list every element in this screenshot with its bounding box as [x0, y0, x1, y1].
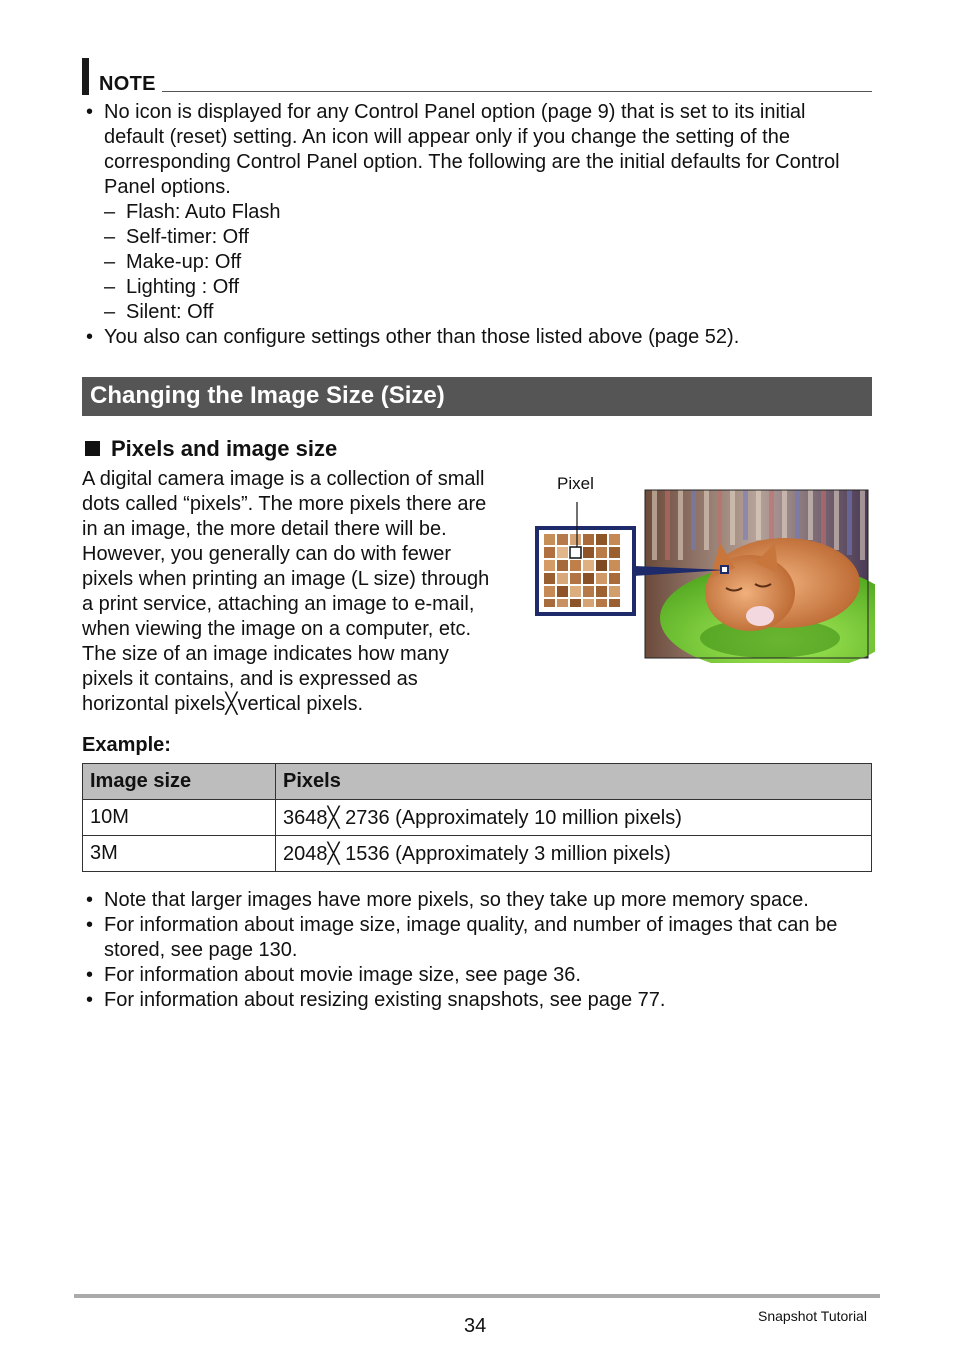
bullet-icon: • [86, 889, 94, 911]
footer-section-label: Snapshot Tutorial [758, 1308, 867, 1324]
paragraph-line: The size of an image indicates how many [82, 643, 449, 665]
section-title: Changing the Image Size (Size) [90, 382, 445, 409]
note-text-line: stored, see page 130. [104, 939, 298, 961]
example-label: Example: [82, 734, 171, 756]
paragraph-line: dots called “pixels”. The more pixels there are [82, 493, 487, 515]
default-item: Flash: Auto Flash [126, 201, 281, 223]
note-text-line: For information about image size, image quality, and number of images that can be [104, 914, 838, 936]
table-cell: 2048╳ 1536 (Approximately 3 million pixels) [276, 836, 872, 872]
dash-icon: – [104, 226, 116, 248]
table-cell: 3M [83, 836, 276, 872]
bullet-icon: • [86, 326, 94, 348]
note-text-line: You also can configure settings other than those listed above (page 52). [104, 326, 740, 348]
square-bullet-icon [85, 441, 100, 456]
default-item: Silent: Off [126, 301, 214, 323]
dash-icon: – [104, 251, 116, 273]
note-divider [162, 91, 872, 92]
paragraph-line: pixels it contains, and is expressed as [82, 668, 418, 690]
dash-icon: – [104, 276, 116, 298]
paragraph-line: a print service, attaching an image to e-mail, [82, 593, 475, 615]
default-item: Lighting : Off [126, 276, 240, 298]
bullet-icon: • [86, 964, 94, 986]
note-text-line: Panel options. [104, 176, 231, 198]
pixel-illustration [530, 488, 875, 663]
table-header-cell: Image size [83, 764, 276, 800]
table-cell: 3648╳ 2736 (Approximately 10 million pixels) [276, 800, 872, 836]
default-item: Self-timer: Off [126, 226, 249, 248]
pixel-label: Pixel [557, 474, 594, 493]
bullet-icon: • [86, 914, 94, 936]
note-marker [82, 58, 89, 95]
default-item: Make-up: Off [126, 251, 242, 273]
dash-icon: – [104, 301, 116, 323]
note-text-line: No icon is displayed for any Control Panel option (page 9) that is set to its initial [104, 101, 806, 123]
subsection-title: Pixels and image size [111, 436, 338, 461]
note-text-line: default (reset) setting. An icon will appear only if you change the setting of the [104, 126, 790, 148]
paragraph-line: when viewing the image on a computer, etc. [82, 618, 472, 640]
note-text-line: For information about resizing existing snapshots, see page 77. [104, 989, 666, 1011]
paragraph-line: pixels when printing an image (L size) through [82, 568, 490, 590]
note-text-line: For information about movie image size, see page 36. [104, 964, 581, 986]
table-header-cell: Pixels [276, 764, 872, 800]
table-row [83, 800, 872, 836]
image-size-table [82, 763, 872, 872]
note-label: NOTE [99, 73, 156, 95]
table-row [83, 836, 872, 872]
note-text-line: Note that larger images have more pixels, so they take up more memory space. [104, 889, 809, 911]
note-text-line: corresponding Control Panel option. The following are the initial defaults for Control [104, 151, 840, 173]
zoom-point [721, 566, 728, 573]
bullet-icon: • [86, 101, 94, 123]
paragraph-line: A digital camera image is a collection of small [82, 468, 485, 490]
footer-divider [74, 1294, 880, 1298]
cat-photo [645, 490, 875, 663]
paragraph-line: However, you generally can do with fewer [82, 543, 452, 565]
bullet-icon: • [86, 989, 94, 1011]
table-cell: 10M [83, 800, 276, 836]
dash-icon: – [104, 201, 116, 223]
table-header-row [83, 764, 872, 800]
paragraph-line: in an image, the more detail there will be. [82, 518, 447, 540]
paragraph-line: horizontal pixels╳vertical pixels. [82, 693, 364, 715]
page-number: 34 [464, 1315, 487, 1337]
